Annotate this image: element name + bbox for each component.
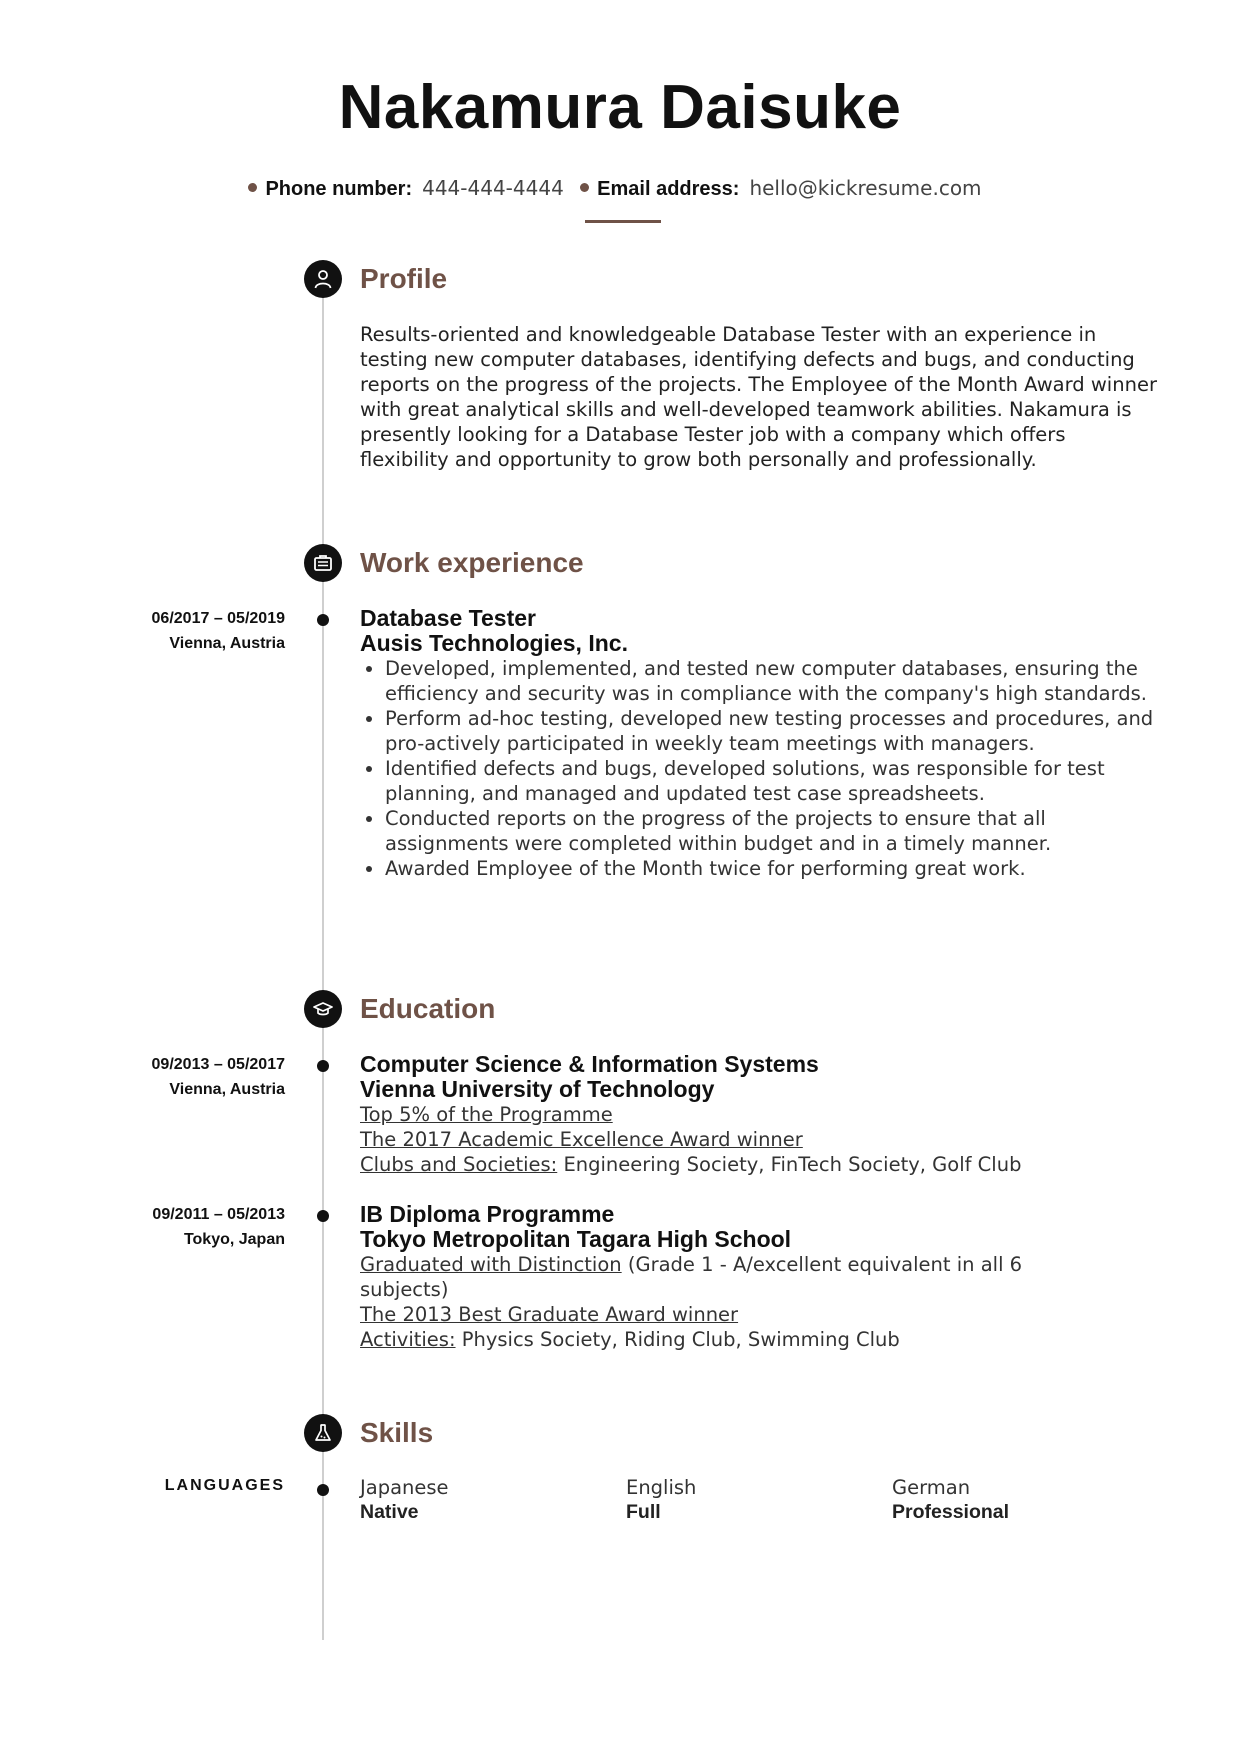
education-location: Tokyo, Japan — [183, 1231, 285, 1248]
education-activities — [360, 1327, 1080, 1352]
education-school: Tokyo Metropolitan Tagara High School — [360, 1226, 792, 1252]
list-item: • Awarded Employee of the Month twice for performing great work. — [385, 856, 1160, 881]
education-achievement — [360, 1252, 1080, 1302]
education-location: Vienna, Austria — [169, 1081, 285, 1098]
bullet-dot-icon — [248, 183, 257, 192]
education-degree: Computer Science & Information Systems — [360, 1051, 819, 1077]
education-entry — [360, 1052, 1160, 1177]
language-level: Native — [360, 1501, 419, 1523]
timeline-dot — [317, 1060, 329, 1072]
distinction-label: Graduated with Distinction — [360, 1253, 622, 1276]
timeline-dot — [317, 614, 329, 626]
job-role: Database Tester — [360, 605, 536, 631]
language-item — [360, 1475, 449, 1525]
education-award: The 2013 Best Graduate Award winner — [360, 1303, 739, 1326]
education-entry — [360, 1202, 1080, 1352]
timeline-dot — [317, 1484, 329, 1496]
job-entry — [360, 606, 1160, 881]
language-name: Japanese — [360, 1476, 449, 1499]
language-level: Full — [626, 1501, 661, 1523]
flask-icon — [304, 1414, 342, 1452]
person-icon — [304, 260, 342, 298]
education-school: Vienna University of Technology — [360, 1076, 715, 1102]
list-item: • Perform ad-hoc testing, developed new testing processes and procedures, and pro-actively participated in weekly team meetings with managers. — [385, 706, 1160, 756]
activities-value: Physics Society, Riding Club, Swimming Club — [455, 1328, 900, 1351]
education-meta — [152, 1202, 285, 1252]
job-company: Ausis Technologies, Inc. — [360, 630, 628, 656]
graduation-cap-icon — [304, 990, 342, 1028]
contact-line — [0, 176, 1240, 201]
clubs-label: Clubs and Societies: — [360, 1153, 558, 1176]
education-clubs — [360, 1152, 1160, 1177]
list-item: • Developed, implemented, and tested new computer databases, ensuring the efficiency and security was in compliance with the company's high standards. — [385, 656, 1160, 706]
briefcase-icon — [304, 544, 342, 582]
email-value: hello@kickresume.com — [749, 176, 982, 200]
skills-category: LANGUAGES — [164, 1477, 285, 1494]
education-award: The 2017 Academic Excellence Award winner — [360, 1128, 803, 1151]
section-title-profile: Profile — [360, 263, 448, 294]
candidate-name: Nakamura Daisuke — [338, 73, 902, 142]
education-meta — [152, 1052, 285, 1102]
phone-label: Phone number: — [265, 178, 413, 200]
list-item: • Conducted reports on the progress of the projects to ensure that all assignments were completed within budget and in a timely manner. — [385, 806, 1160, 856]
language-name: English — [626, 1476, 697, 1499]
job-meta — [152, 606, 285, 656]
job-bullets — [360, 656, 1160, 881]
list-item: • Identified defects and bugs, developed solutions, was responsible for test planning, and managed and updated test case spreadsheets. — [385, 756, 1160, 806]
clubs-value: Engineering Society, FinTech Society, Golf Club — [557, 1153, 1022, 1176]
language-name: German — [892, 1476, 971, 1499]
header-divider — [585, 220, 661, 223]
language-item — [626, 1475, 696, 1525]
email-label: Email address: — [597, 178, 740, 200]
section-title-skills: Skills — [360, 1417, 434, 1448]
language-item — [892, 1475, 1009, 1525]
section-title-education: Education — [360, 993, 496, 1024]
timeline-dot — [317, 1210, 329, 1222]
education-dates: 09/2011 – 05/2013 — [152, 1206, 285, 1223]
profile-summary: Results-oriented and knowledgeable Database Tester with an experience in testing new computer databases, identifying defects and bugs, and conducting reports on the progress of the projects. The Employee of the Month Award winner with great analytical skills and well-developed teamwork abilities. Nakamura is presently looking for a Database Tester job with a company which offers flexibility and opportunity to grow both personally and professionally. — [360, 323, 1157, 471]
activities-label: Activities: — [360, 1328, 456, 1351]
distinction-detail: (Grade 1 - A/excellent equivalent in all 6 subjects) — [360, 1253, 1023, 1301]
job-location: Vienna, Austria — [169, 635, 285, 652]
job-dates: 06/2017 – 05/2019 — [151, 610, 285, 627]
section-title-work: Work experience — [360, 547, 584, 578]
phone-value: 444-444-4444 — [422, 176, 564, 200]
education-achievement: Top 5% of the Programme — [360, 1103, 613, 1126]
bullet-dot-icon — [580, 183, 589, 192]
education-degree: IB Diploma Programme — [360, 1201, 615, 1227]
education-dates: 09/2013 – 05/2017 — [151, 1056, 285, 1073]
language-level: Professional — [892, 1501, 1010, 1523]
